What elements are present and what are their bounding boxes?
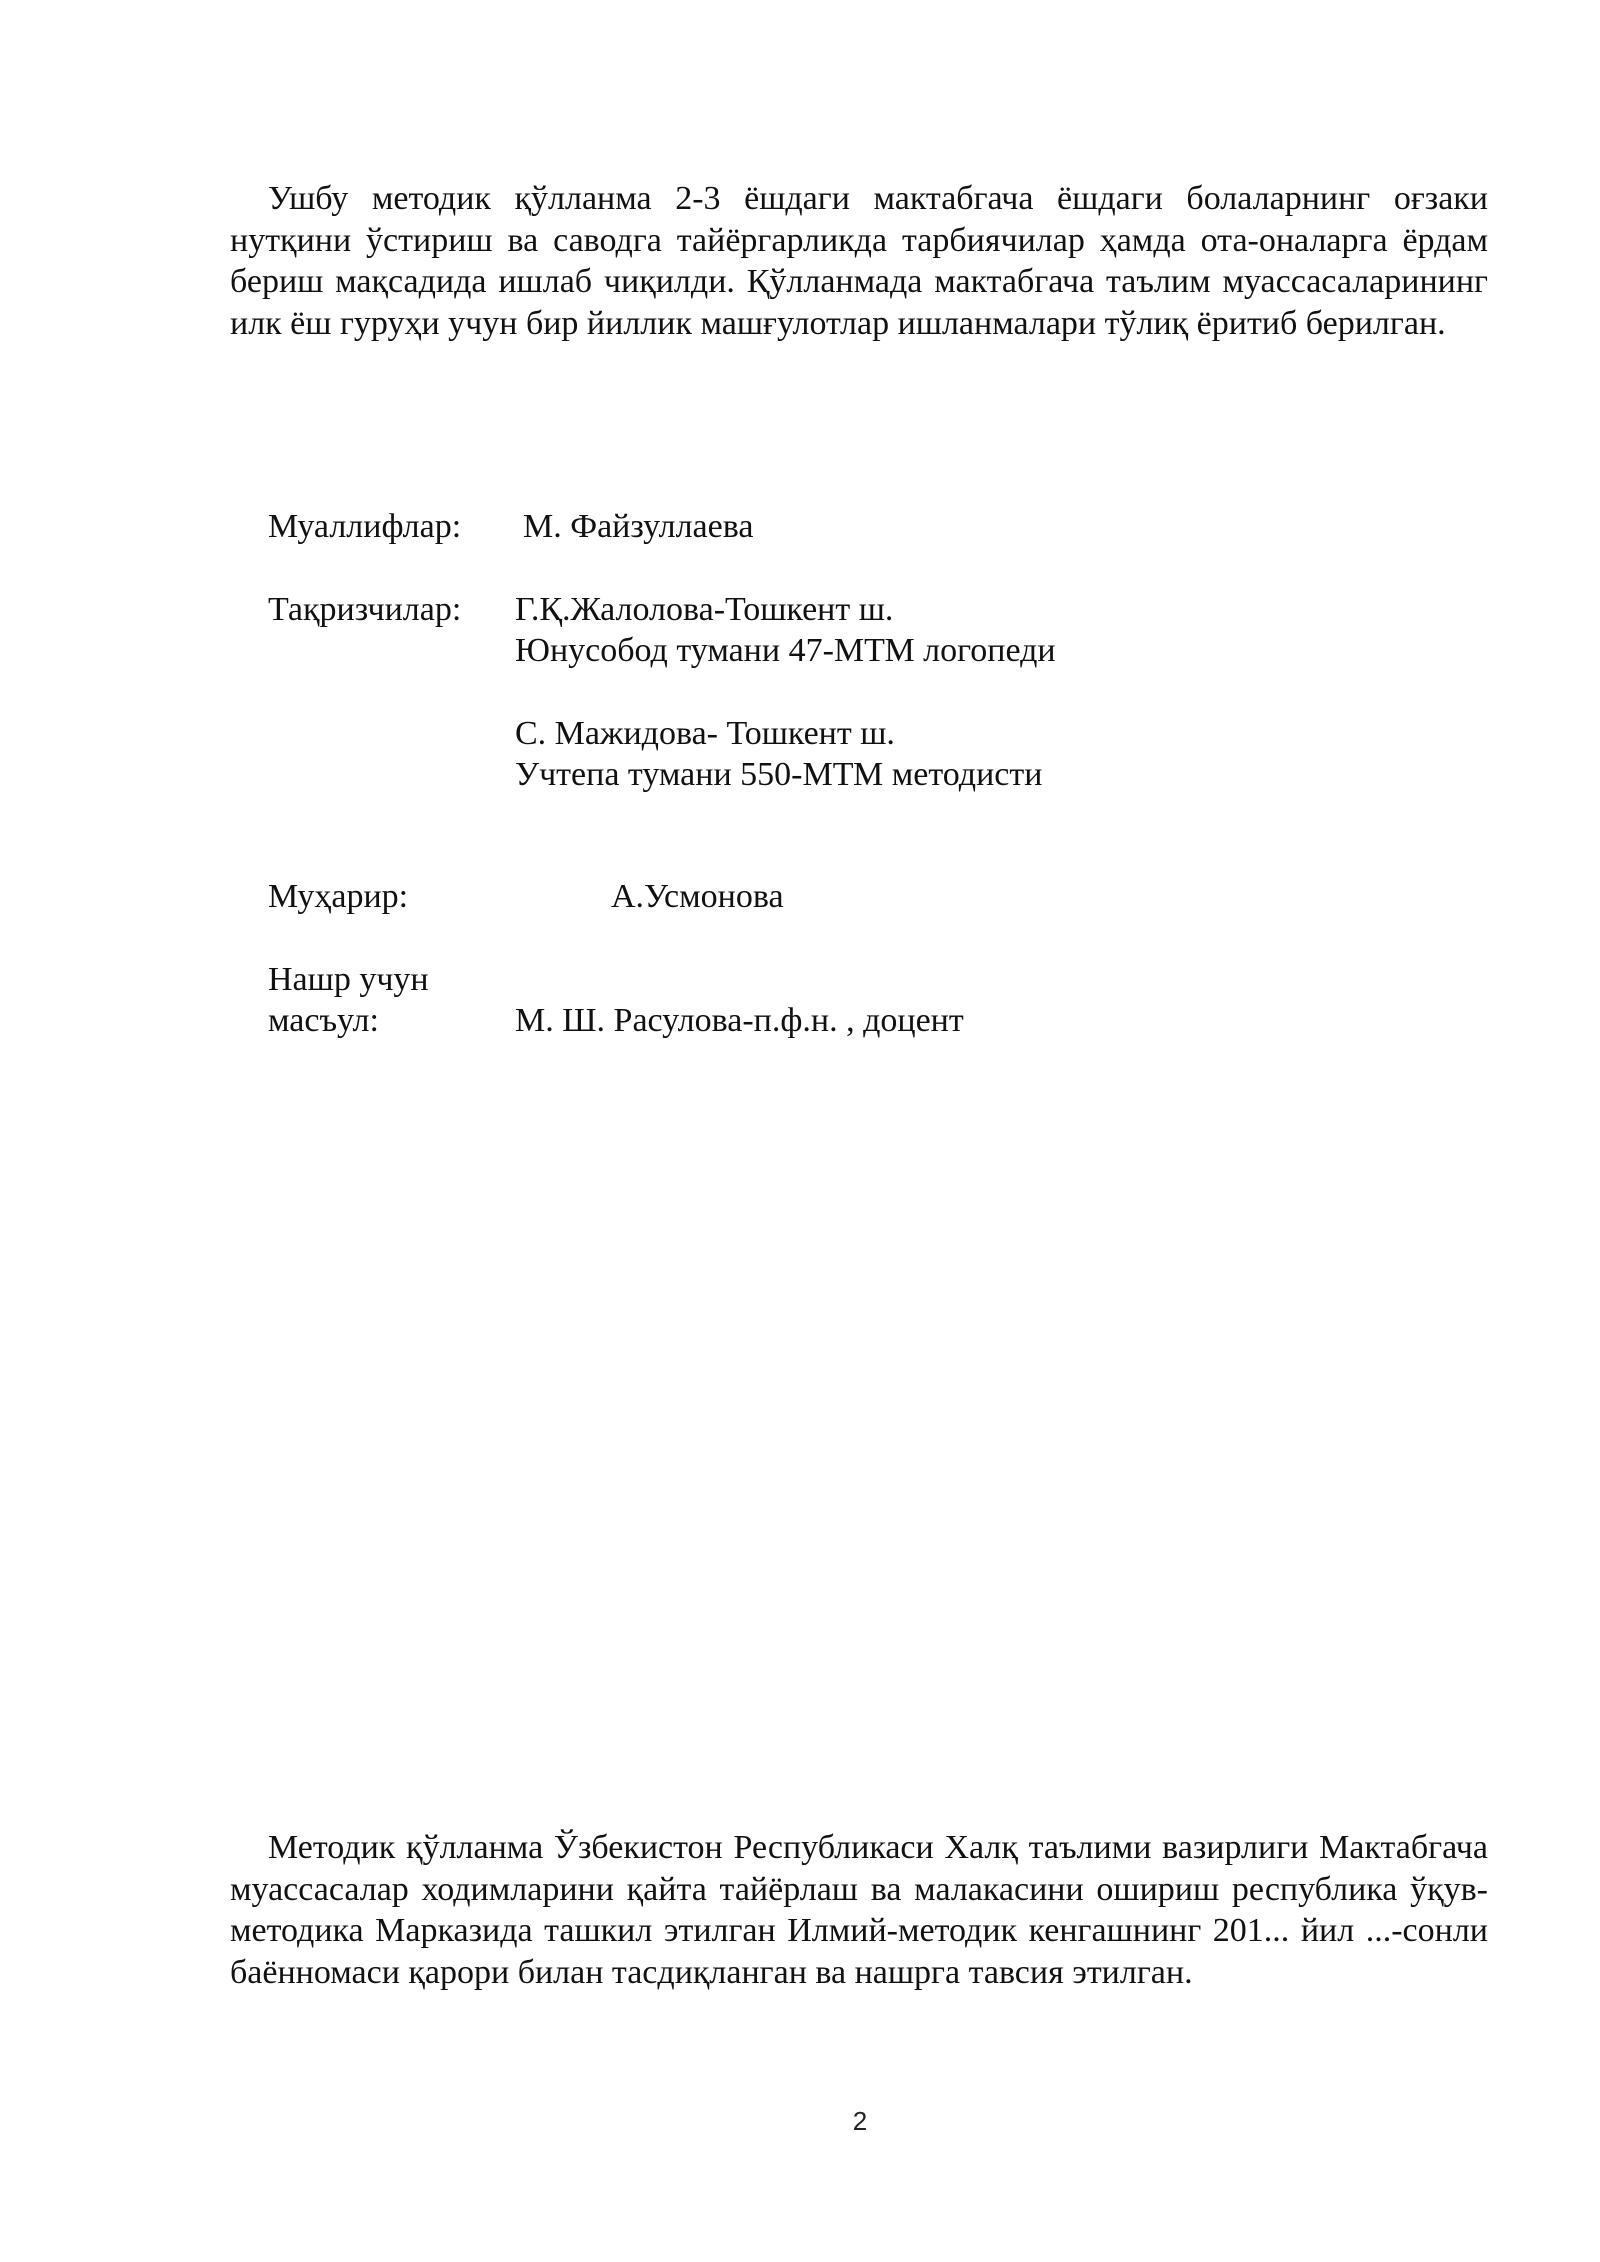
responsible-value: М. Ш. Расулова-п.ф.н. , доцент bbox=[515, 1002, 964, 1039]
page-number: 2 bbox=[852, 2106, 868, 2136]
intro-paragraph bbox=[230, 178, 1488, 344]
reviewers-label: Тақризчилар: bbox=[268, 591, 462, 628]
reviewer-1-line-2: Юнусобод тумани 47-МТМ логопеди bbox=[515, 632, 1056, 669]
responsible-label-line-2: масъул: bbox=[268, 1002, 379, 1039]
approval-paragraph bbox=[230, 1827, 1488, 1993]
approval-paragraph-text: Методик қўлланма Ўзбекистон Республикаси Халқ таълими вазирлиги Мактабгача муассасалар ходимларини қайта тайёрлаш ва малакасини ошириш республика ўқув-методика Марказида ташкил этилган Илмий-методик кенгашнинг 201... йил ...-сонли баённомаси қарори билан тасдиқланган ва нашрга тавсия этилган. bbox=[230, 1829, 1488, 1991]
editor-value: А.Усмонова bbox=[611, 878, 784, 915]
reviewer-1-line-1: Г.Қ.Жалолова-Тошкент ш. bbox=[515, 591, 894, 628]
reviewer-2-line-1: С. Мажидова- Тошкент ш. bbox=[515, 715, 895, 752]
reviewer-2-line-2: Учтепа тумани 550-МТМ методисти bbox=[515, 756, 1043, 793]
responsible-label-line-1: Нашр учун bbox=[268, 961, 429, 998]
intro-paragraph-text: Ушбу методик қўлланма 2-3 ёшдаги мактабгача ёшдаги болаларнинг оғзаки нутқини ўстириш ва саводга тайёргарликда тарбиячилар ҳамда ота-оналарга ёрдам бериш мақсадида ишлаб чиқилди. Қўлланмада мактабгача таълим муассасаларининг илк ёш гуруҳи учун бир йиллик машғулотлар ишланмалари тўлиқ ёритиб берилган. bbox=[230, 180, 1488, 342]
authors-label: Муаллифлар: bbox=[268, 508, 462, 545]
authors-value: М. Файзуллаева bbox=[523, 508, 754, 545]
editor-label: Муҳарир: bbox=[268, 878, 409, 915]
